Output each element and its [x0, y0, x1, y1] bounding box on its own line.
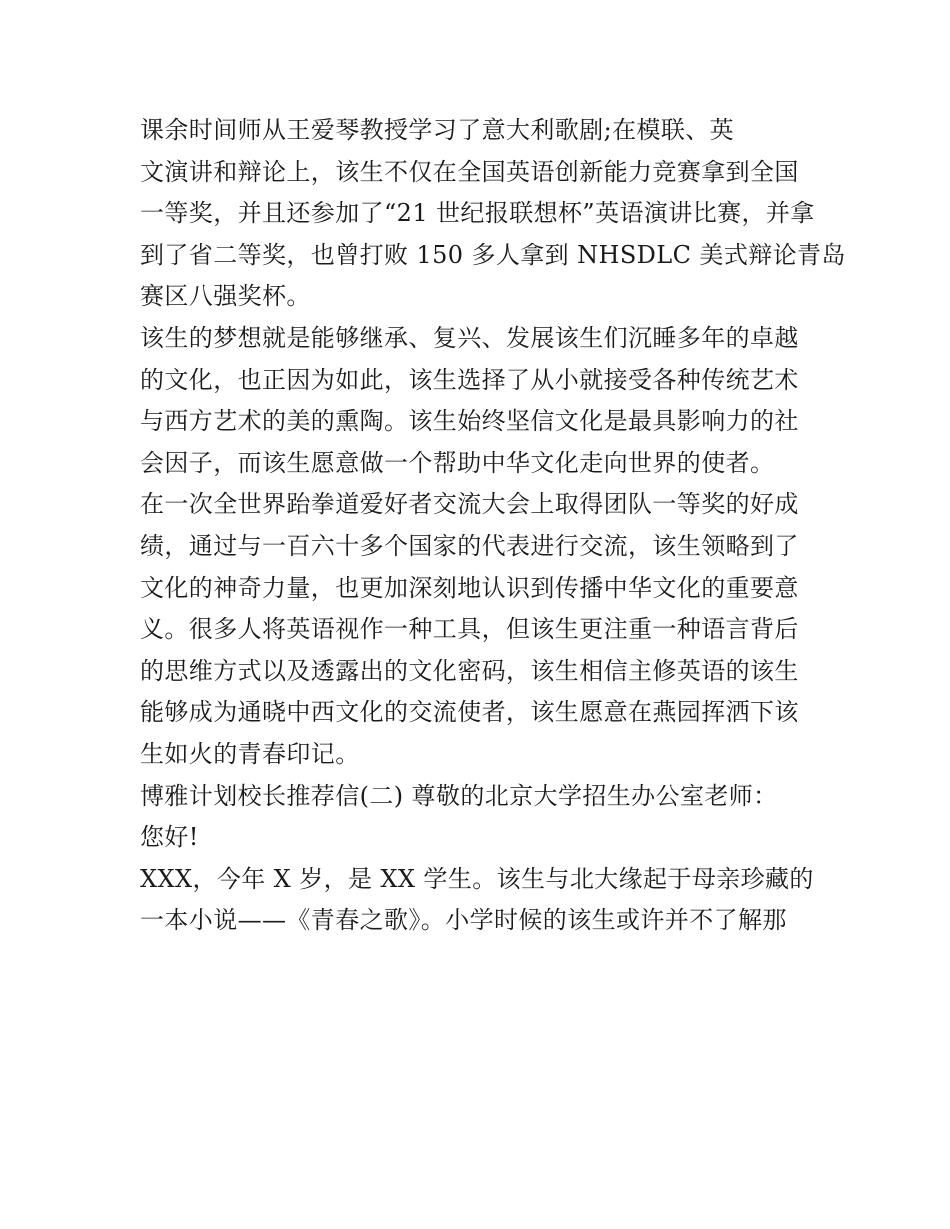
text-line: 生如火的青春印记。: [140, 739, 360, 768]
letter-heading-line: 博雅计划校长推荐信(二) 尊敬的北京大学招生办公室老师：: [140, 781, 778, 810]
text-line: 在一次全世界跆拳道爱好者交流大会上取得团队一等奖的好成: [140, 490, 799, 519]
text-line: 赛区八强奖杯。: [140, 282, 311, 311]
text-line: 会因子，而该生愿意做一个帮助中华文化走向世界的使者。: [140, 448, 775, 477]
text-line: 文化的神奇力量，也更加深刻地认识到传播中华文化的重要意: [140, 573, 799, 602]
text-line: 的文化，也正因为如此，该生选择了从小就接受各种传统艺术: [140, 365, 799, 394]
text-line: 绩，通过与一百六十多个国家的代表进行交流，该生领略到了: [140, 531, 799, 560]
text-line: 一等奖，并且还参加了“21 世纪报联想杯”英语演讲比赛，并拿: [140, 199, 815, 228]
text-line: 一本小说——《青春之歌》。小学时候的该生或许并不了解那: [140, 906, 787, 935]
text-line: XXX，今年 X 岁，是 XX 学生。该生与北大缘起于母亲珍藏的: [140, 864, 814, 893]
text-line: 到了省二等奖，也曾打败 150 多人拿到 NHSDLC 美式辩论青岛: [140, 240, 846, 269]
text-line: 的思维方式以及透露出的文化密码，该生相信主修英语的该生: [140, 656, 799, 685]
text-line: 课余时间师从王爱琴教授学习了意大利歌剧;在模联、英: [140, 116, 735, 144]
greeting-line: 您好!: [140, 823, 199, 852]
body-text: [140, 110, 846, 942]
text-line: 义。很多人将英语视作一种工具，但该生更注重一种语言背后: [140, 615, 799, 644]
text-line: 与西方艺术的美的熏陶。该生始终坚信文化是最具影响力的社: [140, 407, 799, 436]
text-line: 能够成为通晓中西文化的交流使者，该生愿意在燕园挥洒下该: [140, 698, 799, 727]
text-line: 该生的梦想就是能够继承、复兴、发展该生们沉睡多年的卓越: [140, 323, 799, 352]
text-line: 文演讲和辩论上，该生不仅在全国英语创新能力竞赛拿到全国: [140, 157, 799, 186]
